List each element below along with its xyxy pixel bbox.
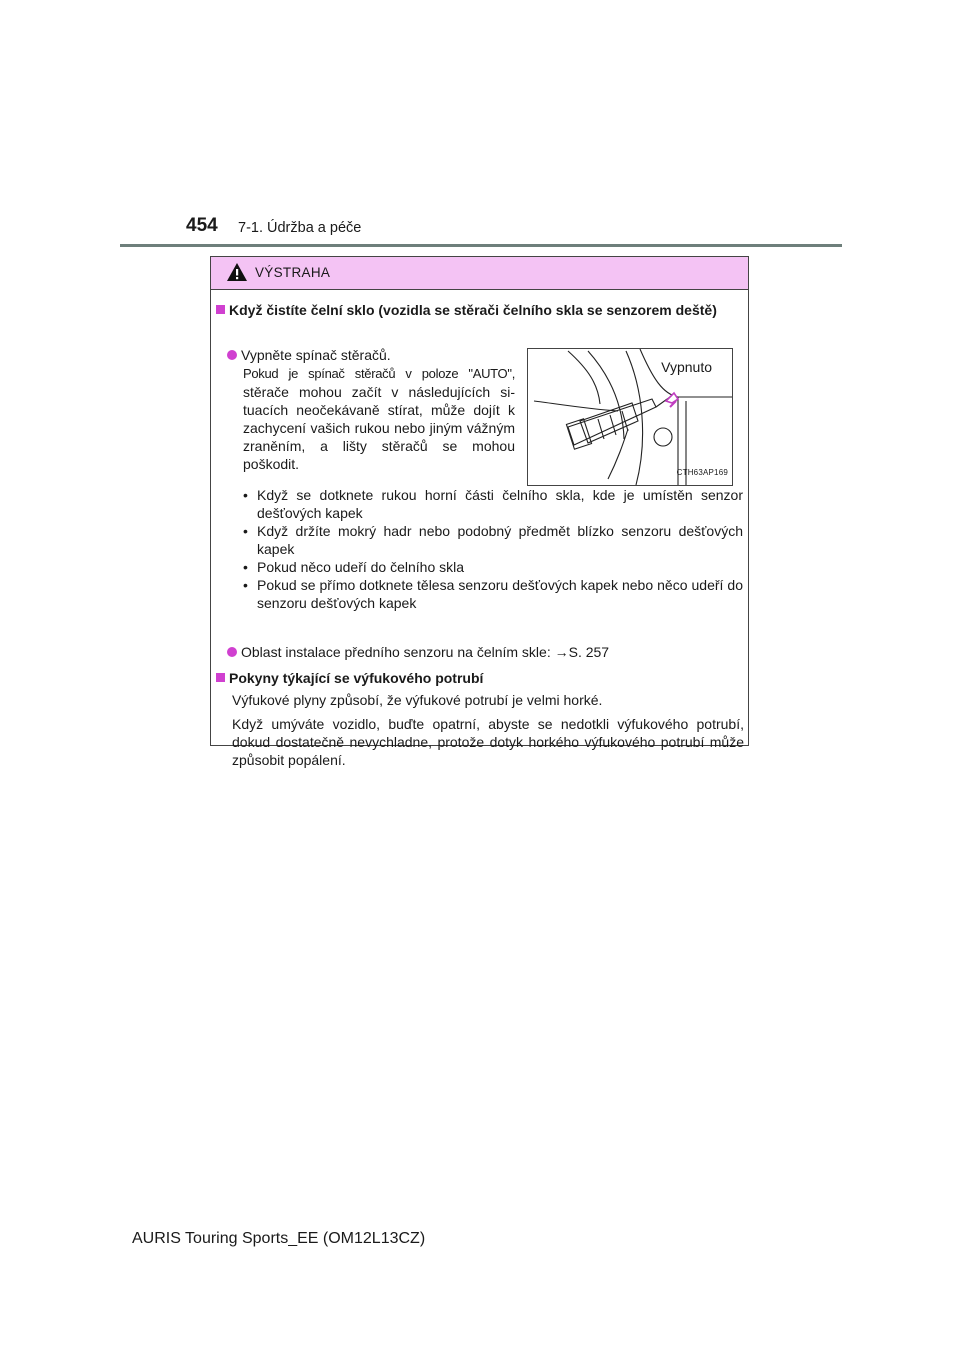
bullet-wiper-off: [227, 346, 517, 364]
bullet-wiper-off-text: Vypněte spínač stěračů.: [241, 347, 391, 363]
warning-triangle-icon: [226, 262, 248, 282]
exhaust-paragraph-2: Když umýváte vozidlo, buďte opatrní, abyste se nedotkli výfukového potrubí, dokud dostatečně nevychladne, protože dotyk horkého výfukového potrubí může způsobit popálení.: [232, 716, 744, 768]
header-rule: [120, 244, 842, 247]
exhaust-paragraph-1: Výfukové plyny způsobí, že výfukové potrubí je velmi horké.: [232, 692, 603, 708]
round-bullet: [227, 647, 237, 657]
list-item: • Pokud se přímo dotknete tělesa senzoru dešťových kapek nebo něco udeří do senzoru dešťových kapek: [243, 576, 743, 612]
situation-list: [243, 486, 743, 612]
heading-exhaust: [216, 669, 744, 687]
bullet-wiper-body: [243, 364, 515, 473]
heading-windshield: [216, 301, 744, 319]
wiper-figure: [527, 348, 733, 486]
warning-header: [211, 257, 748, 290]
figure-code: CTH63AP169: [676, 468, 728, 477]
bullet-wiper-line1: Pokud je spínač stěračů v poloze "AUTO",: [243, 366, 515, 381]
bullet-sensor-area-text: Oblast instalace předního senzoru na čelním skle: →S. 257: [241, 644, 610, 660]
footer-model: AURIS Touring Sports_EE (OM12L13CZ): [132, 1230, 426, 1247]
list-item: • Pokud něco udeří do čelního skla: [243, 558, 743, 576]
list-item: • Když se dotknete rukou horní části čelního skla, kde je umístěn senzor dešťových kapek: [243, 486, 743, 522]
heading-windshield-text: Když čistíte čelní sklo (vozidla se stěrači čelního skla se senzorem deště): [229, 302, 717, 318]
page-number: 454: [186, 215, 218, 236]
list-item: • Když držíte mokrý hadr nebo podobný předmět blízko senzoru dešťových kapek: [243, 522, 743, 558]
section-title: 7-1. Údržba a péče: [238, 220, 362, 236]
heading-exhaust-text: Pokyny týkající se výfukového potrubí: [229, 670, 484, 686]
square-bullet: [216, 673, 225, 682]
round-bullet: [227, 350, 237, 360]
warning-box: [210, 256, 749, 768]
warning-title: VÝSTRAHA: [255, 265, 331, 280]
bullet-wiper-rest: stěrače mohou začít v následujících situacích neočekávaně stírat, může dojít k zachycení vašich rukou nebo jiným vážným zraněním, a lišty stěračů se mohou poškodit.: [243, 384, 515, 472]
square-bullet: [216, 305, 225, 314]
figure-label-off: Vypnuto: [661, 359, 712, 375]
bullet-sensor-area: [227, 643, 742, 661]
